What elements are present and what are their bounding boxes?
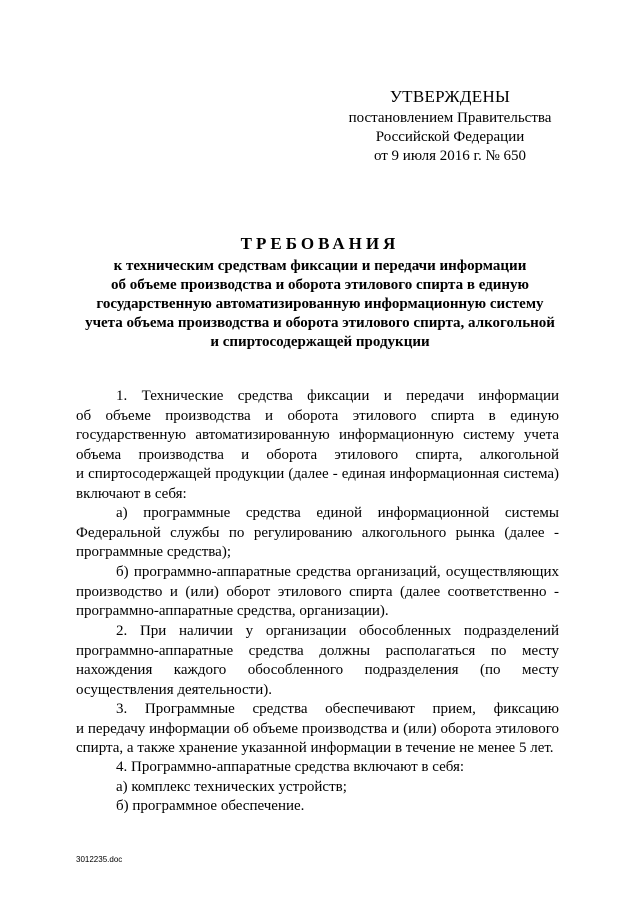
paragraph-2	[76, 622, 559, 700]
paragraph-line: программно-аппаратные средства, организации).	[76, 603, 389, 619]
paragraph-line: б) программно-аппаратные средства организаций, осуществляющих	[116, 564, 559, 580]
paragraph-4a	[76, 778, 559, 798]
approval-date: от 9 июля 2016 г. № 650	[373, 148, 527, 164]
paragraph-line: осуществления деятельности).	[76, 681, 272, 698]
paragraph-line: объема производства и оборота этилового спирта, алкогольной	[76, 446, 559, 463]
file-name-footer: 3012235.doc	[76, 855, 123, 864]
approval-line: Российской Федерации	[375, 129, 525, 145]
paragraph-line: спирта, а также хранение указанной информации в течение не менее 5 лет.	[76, 740, 554, 756]
paragraph-1b	[76, 563, 559, 622]
paragraph-line: государственную автоматизированную информационную систему учета	[76, 427, 559, 443]
document-title: ТРЕБОВАНИЯ	[240, 234, 400, 253]
approval-line: постановлением Правительства	[348, 110, 552, 126]
paragraph-line: 2. При наличии у организации обособленных подразделений	[116, 623, 559, 639]
paragraph-1	[76, 387, 559, 504]
paragraph-line: 3. Программные средства обеспечивают прием, фиксацию	[116, 701, 559, 717]
paragraph-line: и спиртосодержащей продукции (далее - единая информационная система)	[76, 466, 559, 482]
paragraph-line: программно-аппаратные средства должны располагаться по месту	[76, 642, 559, 659]
paragraph-line: а) комплекс технических устройств;	[116, 779, 347, 795]
approval-title: УТВЕРЖДЕНЫ	[389, 87, 511, 106]
paragraph-line: нахождения каждого обособленного подразделения (по месту	[76, 662, 559, 678]
paragraph-line: об объеме производства и оборота этилового спирта в единую	[76, 407, 559, 424]
paragraph-line: б) программное обеспечение.	[116, 798, 305, 814]
document-subtitle	[70, 257, 570, 352]
subtitle-line: учета объема производства и оборота этилового спирта, алкогольной	[85, 315, 555, 331]
subtitle-line: об объеме производства и оборота этилового спирта в единую	[111, 277, 529, 293]
paragraph-line: производство и (или) оборот этилового спирта (далее соответственно -	[76, 583, 559, 600]
paragraph-line: Федеральной службы по регулированию алкогольного рынка (далее -	[76, 524, 559, 541]
paragraph-line: 4. Программно-аппаратные средства включают в себя:	[116, 759, 465, 775]
paragraph-line: а) программные средства единой информационной системы	[116, 505, 559, 521]
paragraph-4b	[76, 797, 559, 817]
paragraph-line: включают в себя:	[76, 485, 187, 502]
subtitle-line: государственную автоматизированную информационную систему	[96, 296, 544, 312]
paragraph-4	[76, 758, 559, 778]
subtitle-line: и спиртосодержащей продукции	[210, 334, 430, 350]
paragraph-line: и передачу информации об объеме производства и (или) оборота этилового	[76, 720, 559, 737]
paragraph-1a	[76, 504, 559, 563]
approval-stamp	[330, 86, 570, 166]
paragraph-3	[76, 700, 559, 759]
paragraph-line: 1. Технические средства фиксации и передачи информации	[116, 388, 559, 404]
subtitle-line: к техническим средствам фиксации и передачи информации	[113, 258, 527, 274]
paragraph-line: программные средства);	[76, 544, 232, 560]
